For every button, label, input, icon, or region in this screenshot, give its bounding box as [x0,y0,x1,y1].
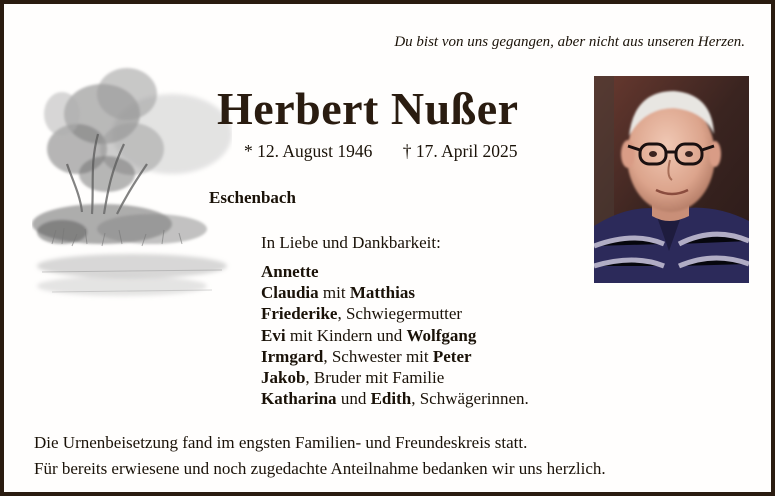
watercolor-tree-painting [32,54,232,304]
mourners-list [261,261,529,409]
footer-text [34,430,606,481]
mourner-line: Friederike, Schwiegermutter [261,304,463,324]
mourner-line: Irmgard, Schwester mit Peter [261,346,472,366]
mourner-line: Claudia mit Matthias [261,283,415,303]
motto-line: Du bist von uns gegangen, aber nicht aus unseren Herzen. [394,34,745,50]
death-date: † 17. April 2025 [402,141,518,161]
portrait-photo [594,76,749,283]
footer-line-2: Für bereits erwiesene und noch zugedachte Anteilnahme bedanken wir uns herzlich. [34,458,606,478]
footer-line-1: Die Urnenbeisetzung fand im engsten Familien- und Freundeskreis statt. [34,433,528,452]
place-name: Eschenbach [209,188,296,207]
mourners-intro: In Liebe und Dankbarkeit: [261,233,441,252]
life-dates [244,141,543,162]
mourner-line: Evi mit Kindern und Wolfgang [261,325,477,345]
mourner-line: Annette [261,262,319,281]
mourner-line: Jakob, Bruder mit Familie [261,368,445,388]
deceased-name: Herbert Nußer [217,83,519,134]
mourner-line: Katharina und Edith, Schwägerinnen. [261,389,529,409]
birth-date: * 12. August 1946 [244,141,373,161]
